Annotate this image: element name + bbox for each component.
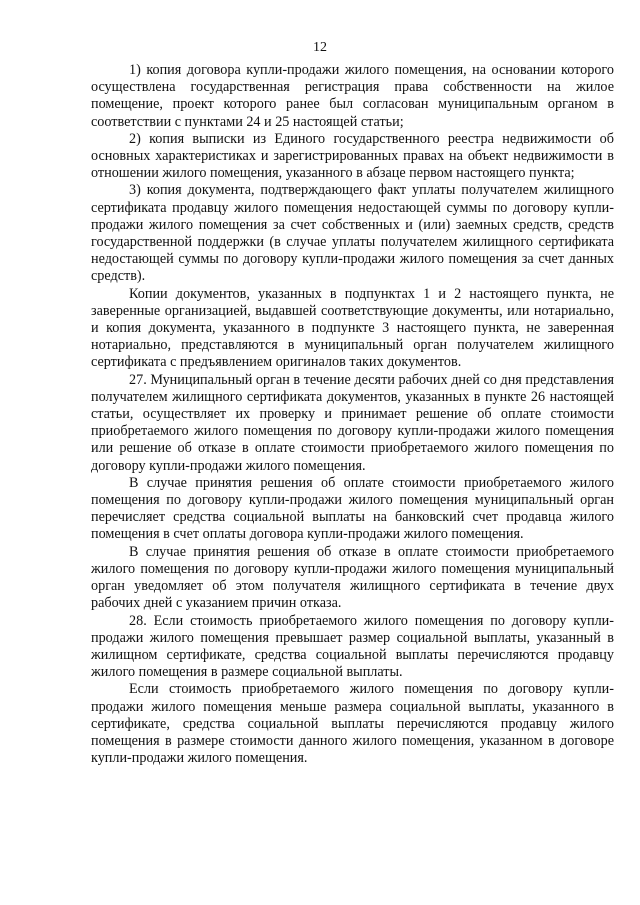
paragraph-lower-cost: Если стоимость приобретаемого жилого помещения по договору купли-продажи жилого помещения меньше размера социальной выплаты, указанного в сертификате, средства социальной выплаты перечисляются продавцу жилого помещения в размере стоимости данного жилого помещения, указанном в договоре купли-продажи жилого помещения.	[91, 681, 614, 767]
paragraph-item-1: 1) копия договора купли-продажи жилого помещения, на основании которого осуществлена государственная регистрация права собственности на жилое помещение, проект которого ранее был согласован муниципальным органом в соответствии с пунктами 24 и 25 настоящей статьи;	[91, 62, 614, 130]
paragraph-clause-27: 27. Муниципальный орган в течение десяти рабочих дней со дня представления получателем жилищного сертификата документов, указанных в пункте 26 настоящей статьи, осуществляет их проверку и принимает решение об оплате стоимости приобретаемого жилого помещения по договору купли-продажи жилого помещения или решение об отказе в оплате стоимости приобретаемого жилого помещения по договору купли-продажи жилого помещения.	[91, 371, 614, 474]
paragraph-copies-note: Копии документов, указанных в подпунктах 1 и 2 настоящего пункта, не заверенные организацией, выдавшей соответствующие документы, или нотариально, и копия документа, указанного в подпункте 3 настоящего пункта, не заверенная нотариально, представляются в муниципальный орган получателем жилищного сертификата с предъявлением оригиналов таких документов.	[91, 285, 614, 371]
document-body	[91, 62, 614, 767]
page-number: 12	[313, 40, 327, 55]
paragraph-item-3: 3) копия документа, подтверждающего факт уплаты получателем жилищного сертификата продавцу жилого помещения недостающей суммы по договору купли-продажи жилого помещения за счет собственных и (или) заемных средств, средств государственной поддержки (в случае уплаты получателем жилищного сертификата недостающей суммы по договору купли-продажи жилого помещения за счет данных средств).	[91, 182, 614, 285]
paragraph-payment-decision: В случае принятия решения об оплате стоимости приобретаемого жилого помещения по договору купли-продажи жилого помещения муниципальный орган перечисляет средства социальной выплаты на банковский счет продавца жилого помещения в счет оплаты договора купли-продажи жилого помещения.	[91, 474, 614, 543]
paragraph-clause-28: 28. Если стоимость приобретаемого жилого помещения по договору купли-продажи жилого помещения превышает размер социальной выплаты, указанный в жилищном сертификате, средства социальной выплаты перечисляются продавцу жилого помещения в размере социальной выплаты.	[91, 612, 614, 681]
paragraph-refusal-decision: В случае принятия решения об отказе в оплате стоимости приобретаемого жилого помещения по договору купли-продажи жилого помещения муниципальный орган уведомляет об этом получателя жилищного сертификата в течение двух рабочих дней с указанием причин отказа.	[91, 543, 614, 612]
paragraph-item-2: 2) копия выписки из Единого государственного реестра недвижимости об основных характеристиках и зарегистрированных правах на объект недвижимости в отношении жилого помещения, указанного в абзаце первом настоящего пункта;	[91, 130, 614, 182]
